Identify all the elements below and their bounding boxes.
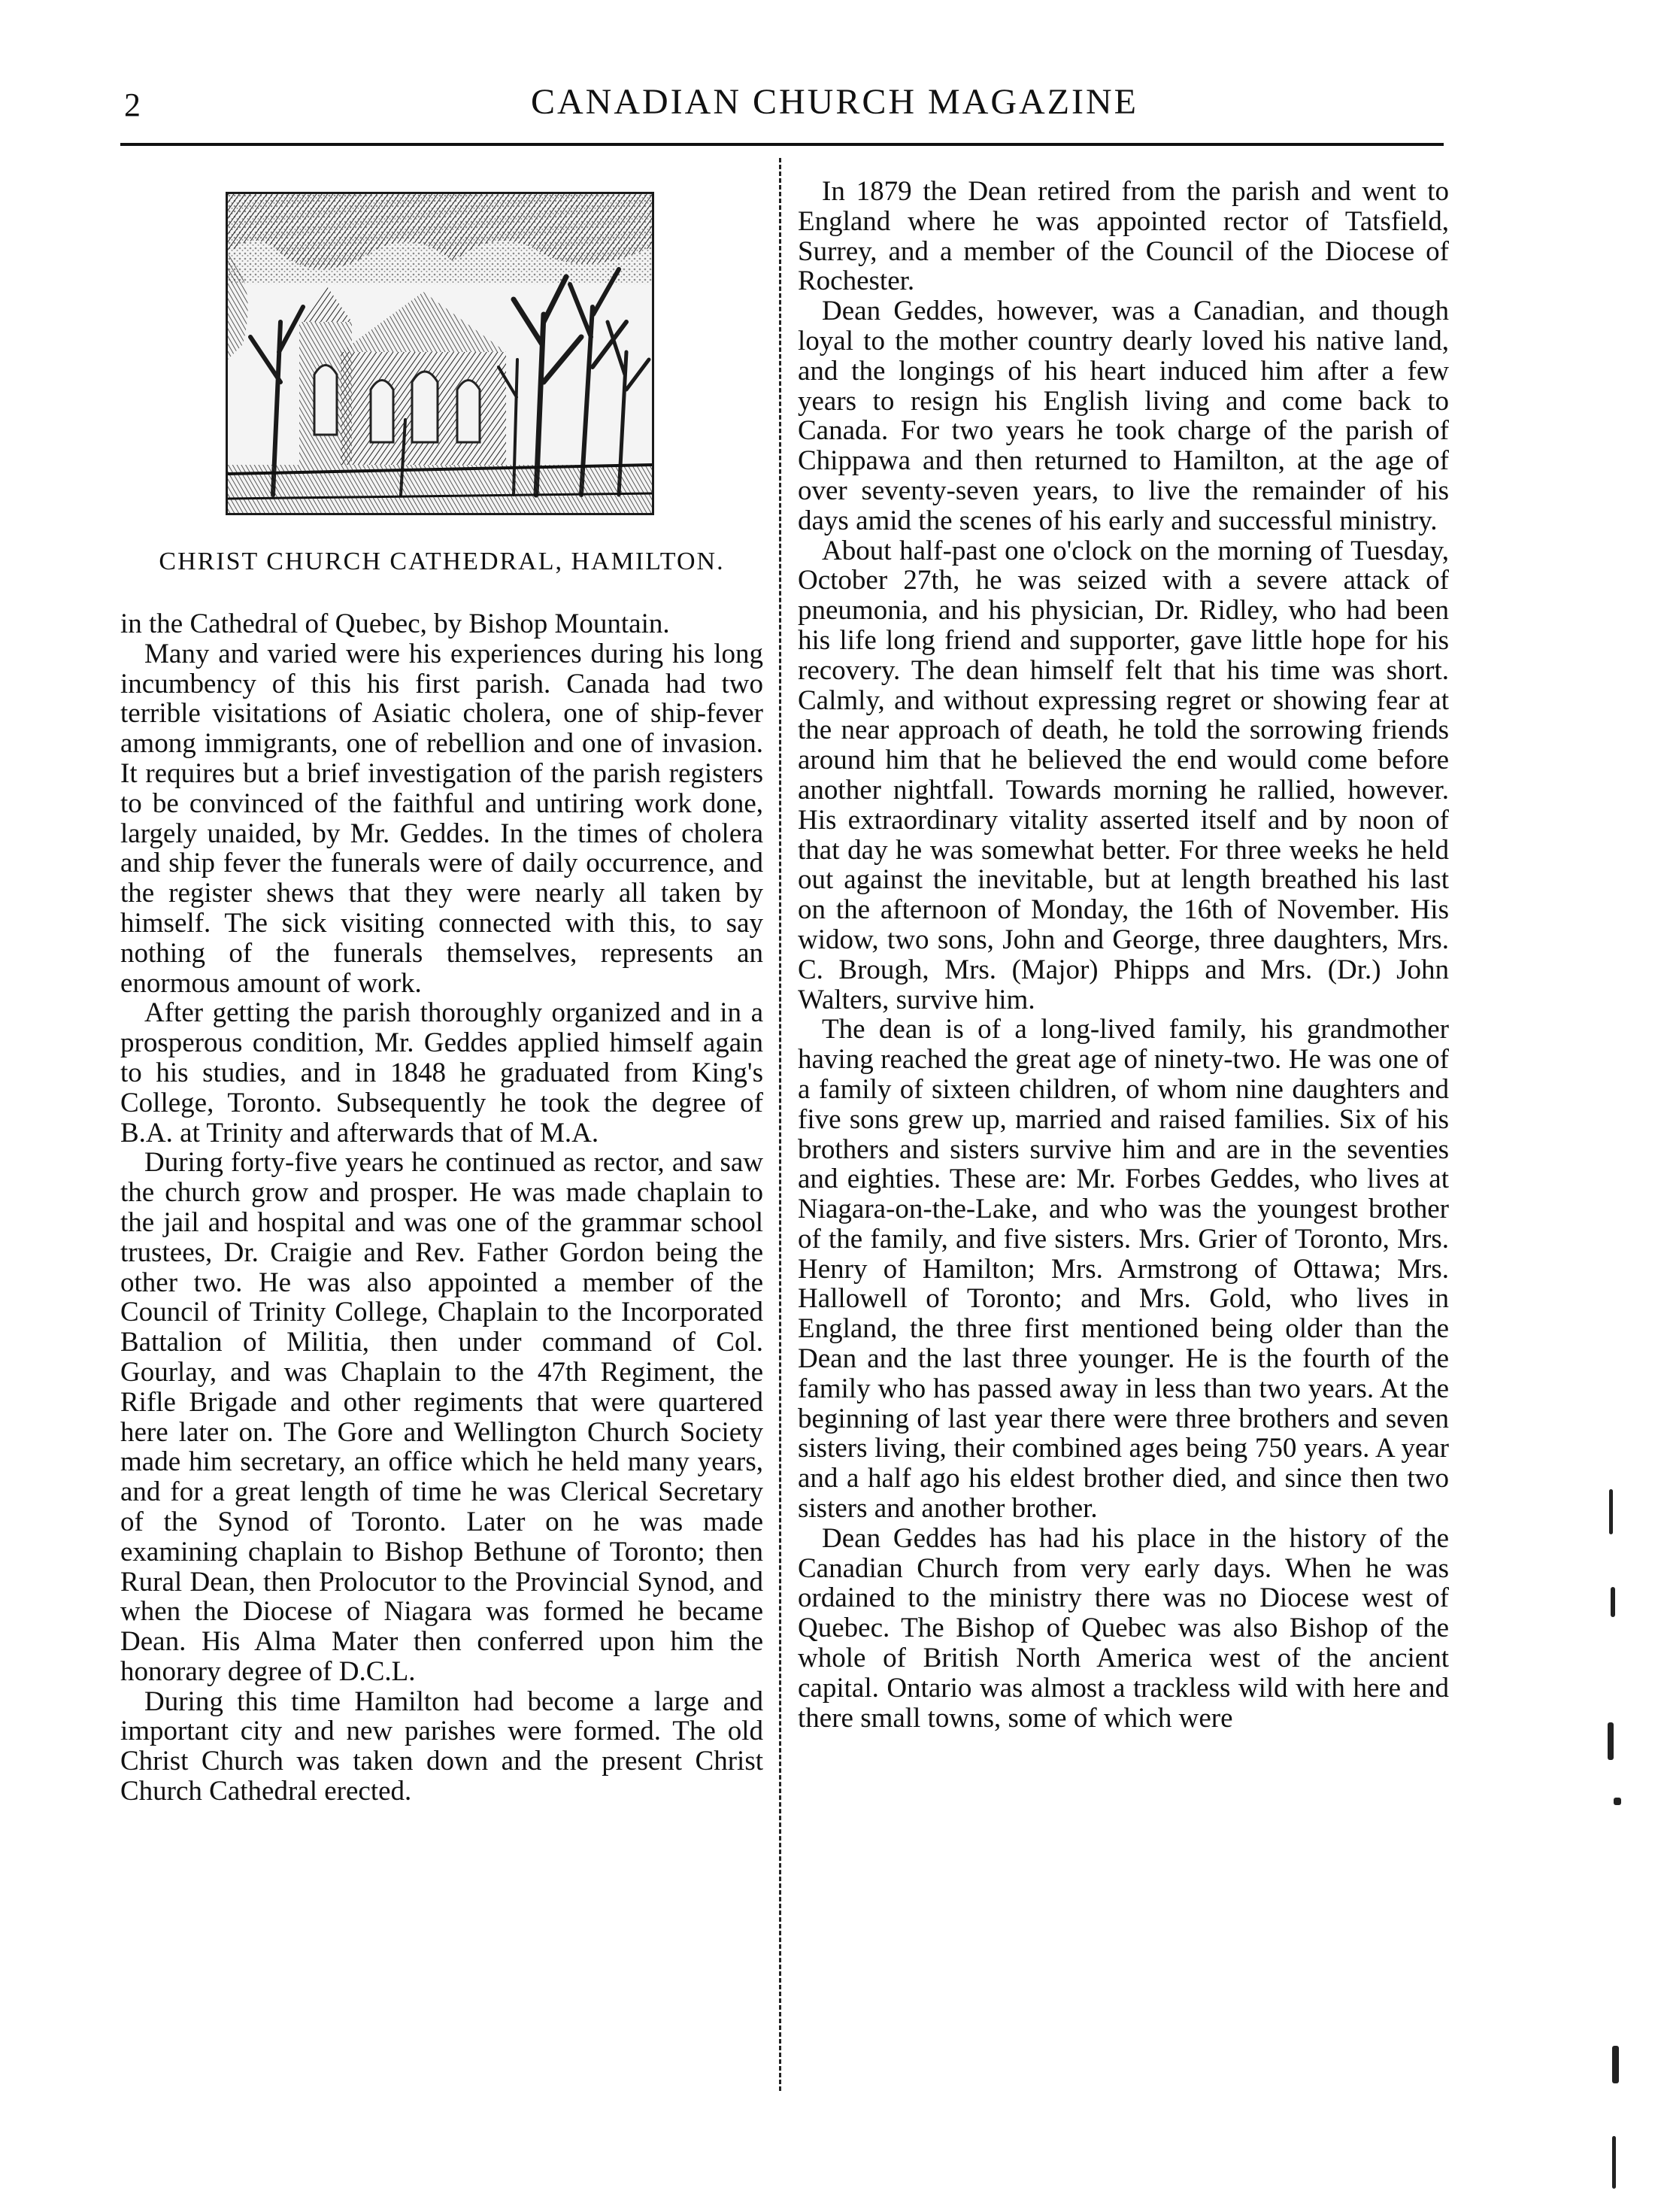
right-paragraph: Dean Geddes has had his place in the history of the Canadian Church from very early days. When he was ordained to the ministry there was no Diocese west of Quebec. The Bishop of Quebec was also Bishop of the whole of British North America west of the ancient capital. Ontario was almost a trackless wild with here and there small towns, some of which were <box>798 1522 1449 1734</box>
cathedral-engraving <box>226 192 654 515</box>
left-paragraph: in the Cathedral of Quebec, by Bishop Mountain. <box>120 608 670 639</box>
right-column <box>798 177 1449 1733</box>
header-rule <box>120 143 1444 146</box>
right-paragraph: Dean Geddes, however, was a Canadian, and though loyal to the mother country dearly loved his native land, and the longings of his heart induced him after a few years to resign his English living and come back to Canada. For two years he took charge of the parish of Chippawa and then returned to Hamilton, at the age of over seventy-seven years, to live the remainder of his days amid the scenes of his early and successful ministry. <box>798 296 1449 536</box>
magazine-title: CANADIAN CHURCH MAGAZINE <box>531 82 1138 122</box>
left-paragraph: Many and varied were his experiences during his long incumbency of this his first parish. Canada had two terrible visitations of Asiatic cholera, one of ship-fever among immigrants, one of rebellion and one of invasion. It requires but a brief investigation of the parish registers to be convinced of the faithful and untiring work done, largely unaided, by Mr. Geddes. In the times of cholera and ship fever the funerals were of daily occurrence, and the register shews that they were nearly all taken by himself. The sick visiting connected with this, to say nothing of the funerals themselves, represents an enormous amount of work. <box>120 638 763 999</box>
left-paragraph: After getting the parish thoroughly organized and in a prosperous condition, Mr. Geddes applied himself again to his studies, and in 1848 he graduated from King's College, Toronto. Subsequently he took the degree of B.A. at Trinity and afterwards that of M.A. <box>120 997 763 1148</box>
figure-caption: CHRIST CHURCH CATHEDRAL, HAMILTON. <box>159 548 725 575</box>
right-paragraph: About half-past one o'clock on the morning of Tuesday, October 27th, he was seized with a severe attack of pneumonia, and his physician, Dr. Ridley, who had been his life long friend and supporter, gave little hope for his recovery. The dean himself felt that his time was short. Calmly, and without expressing regret or showing fear at the near approach of death, he told the sorrowing friends around him that he believed the end would come before another nightfall. Towards morning he rallied, however. His extraordinary vitality asserted itself and by noon of that day he was somewhat better. For three weeks he held out against the inevitable, but at length breathed his last on the afternoon of Monday, the 16th of November. His widow, two sons, John and George, three daughters, Mrs. C. Brough, Mrs. (Major) Phipps and Mrs. (Dr.) John Walters, survive him. <box>798 535 1449 1015</box>
left-column <box>120 609 763 1807</box>
right-paragraph: In 1879 the Dean retired from the parish and went to England where he was appointed rector of Tatsfield, Surrey, and a member of the Council of the Diocese of Rochester. <box>798 176 1449 297</box>
left-paragraph: During forty-five years he continued as rector, and saw the church grow and prosper. He was made chaplain to the jail and hospital and was one of the grammar school trustees, Dr. Craigie and Rev. Father Gordon being the other two. He was also appointed a member of the Council of Trinity College, Chaplain to the Incorporated Battalion of Militia, then under command of Col. Gourlay, and was Chaplain to the 47th Regiment, the Rifle Brigade and other regiments that were quartered here later on. The Gore and Wellington Church Society made him secretary, an office which he held many years, and for a great length of time he was Clerical Secretary of the Synod of Toronto. Later on he was made examining chaplain to Bishop Bethune of Toronto; then Rural Dean, then Prolocutor to the Provincial Synod, and when the Diocese of Niagara was formed he became Dean. His Alma Mater then conferred upon him the honorary degree of D.C.L. <box>120 1147 763 1687</box>
right-paragraph: The dean is of a long-lived family, his grandmother having reached the great age of ninety-two. He was one of a family of sixteen children, of whom nine daughters and five sons grew up, married and raised families. Six of his brothers and sisters survive him and are in the seventies and eighties. These are: Mr. Forbes Geddes, who lives at Niagara-on-the-Lake, and who was the youngest brother of the family, and five sisters. Mrs. Grier of Toronto, Mrs. Henry of Hamilton; Mrs. Armstrong of Ottawa; Mrs. Hallowell of Toronto; and Mrs. Gold, who lives in England, the three first mentioned being older than the Dean and the last three younger. He is the fourth of the family who has passed away in less than two years. At the beginning of last year there were three brothers and seven sisters living, their combined ages being 750 years. A year and a half ago his eldest brother died, and since then two sisters and another brother. <box>798 1014 1449 1525</box>
column-divider <box>779 158 781 2091</box>
margin-scan-marks <box>1594 1474 1639 2211</box>
page-number: 2 <box>124 86 141 123</box>
left-paragraph: During this time Hamilton had become a large and important city and new parishes were formed. The old Christ Church was taken down and the present Christ Church Cathedral erected. <box>120 1686 763 1807</box>
cathedral-engraving-image <box>228 194 652 513</box>
